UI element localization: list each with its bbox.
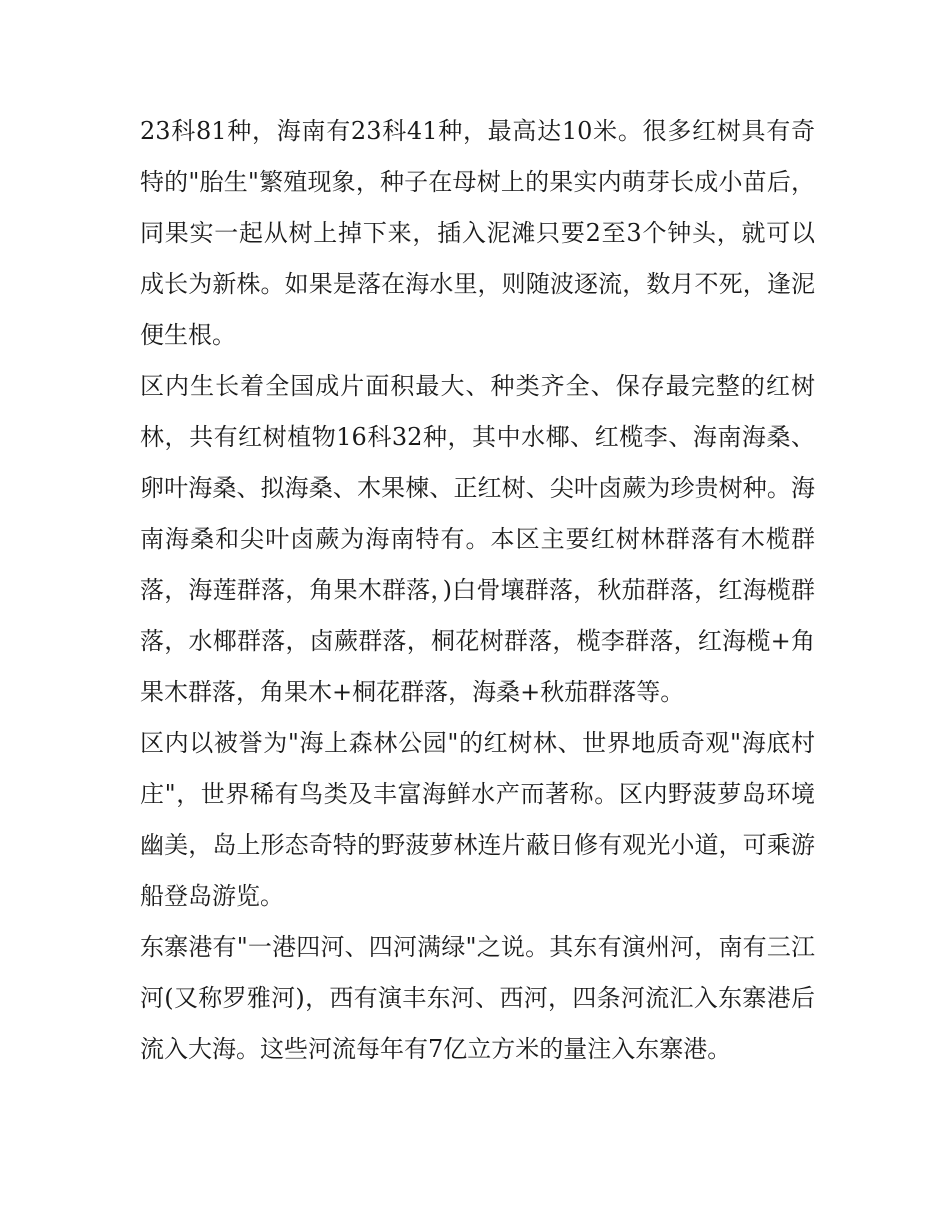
paragraph-3: 区内以被誉为"海上森林公园"的红树林、世界地质奇观"海底村庄"，世界稀有鸟类及丰富海鲜水产而著称。区内野菠萝岛环境幽美，岛上形态奇特的野菠萝林连片蔽日修有观光小道，可乘游船登岛游览。 [140,729,815,910]
paragraph-4: 东寨港有"一港四河、四河满绿"之说。其东有演州河，南有三江河(又称罗雅河)，西有演丰东河、西河，四条河流汇入东寨港后流入大海。这些河流每年有7亿立方米的量注入东寨港。 [140,933,815,1063]
paragraph-2: 区内生长着全国成片面积最大、种类齐全、保存最完整的红树林，共有红树植物16科32种，其中水椰、红榄李、海南海桑、卵叶海桑、拟海桑、木果楝、正红树、尖叶卤蕨为珍贵树种。海南海桑和尖叶卤蕨为海南特有。本区主要红树林群落有木榄群落，海莲群落，角果木群落，)白骨壤群落，秋茄群落，红海榄群落，水椰群落，卤蕨群落，桐花树群落，榄李群落，红海榄+角果木群落，角果木+桐花群落，海桑+秋茄群落等。 [140,372,815,706]
document-body [140,106,815,1075]
paragraph-1: 23科81种，海南有23科41种，最高达10米。很多红树具有奇特的"胎生"繁殖现象，种子在母树上的果实内萌芽长成小苗后，同果实一起从树上掉下来，插入泥滩只要2至3个钟头，就可以成长为新株。如果是落在海水里，则随波逐流，数月不死，逢泥便生根。 [140,117,815,349]
